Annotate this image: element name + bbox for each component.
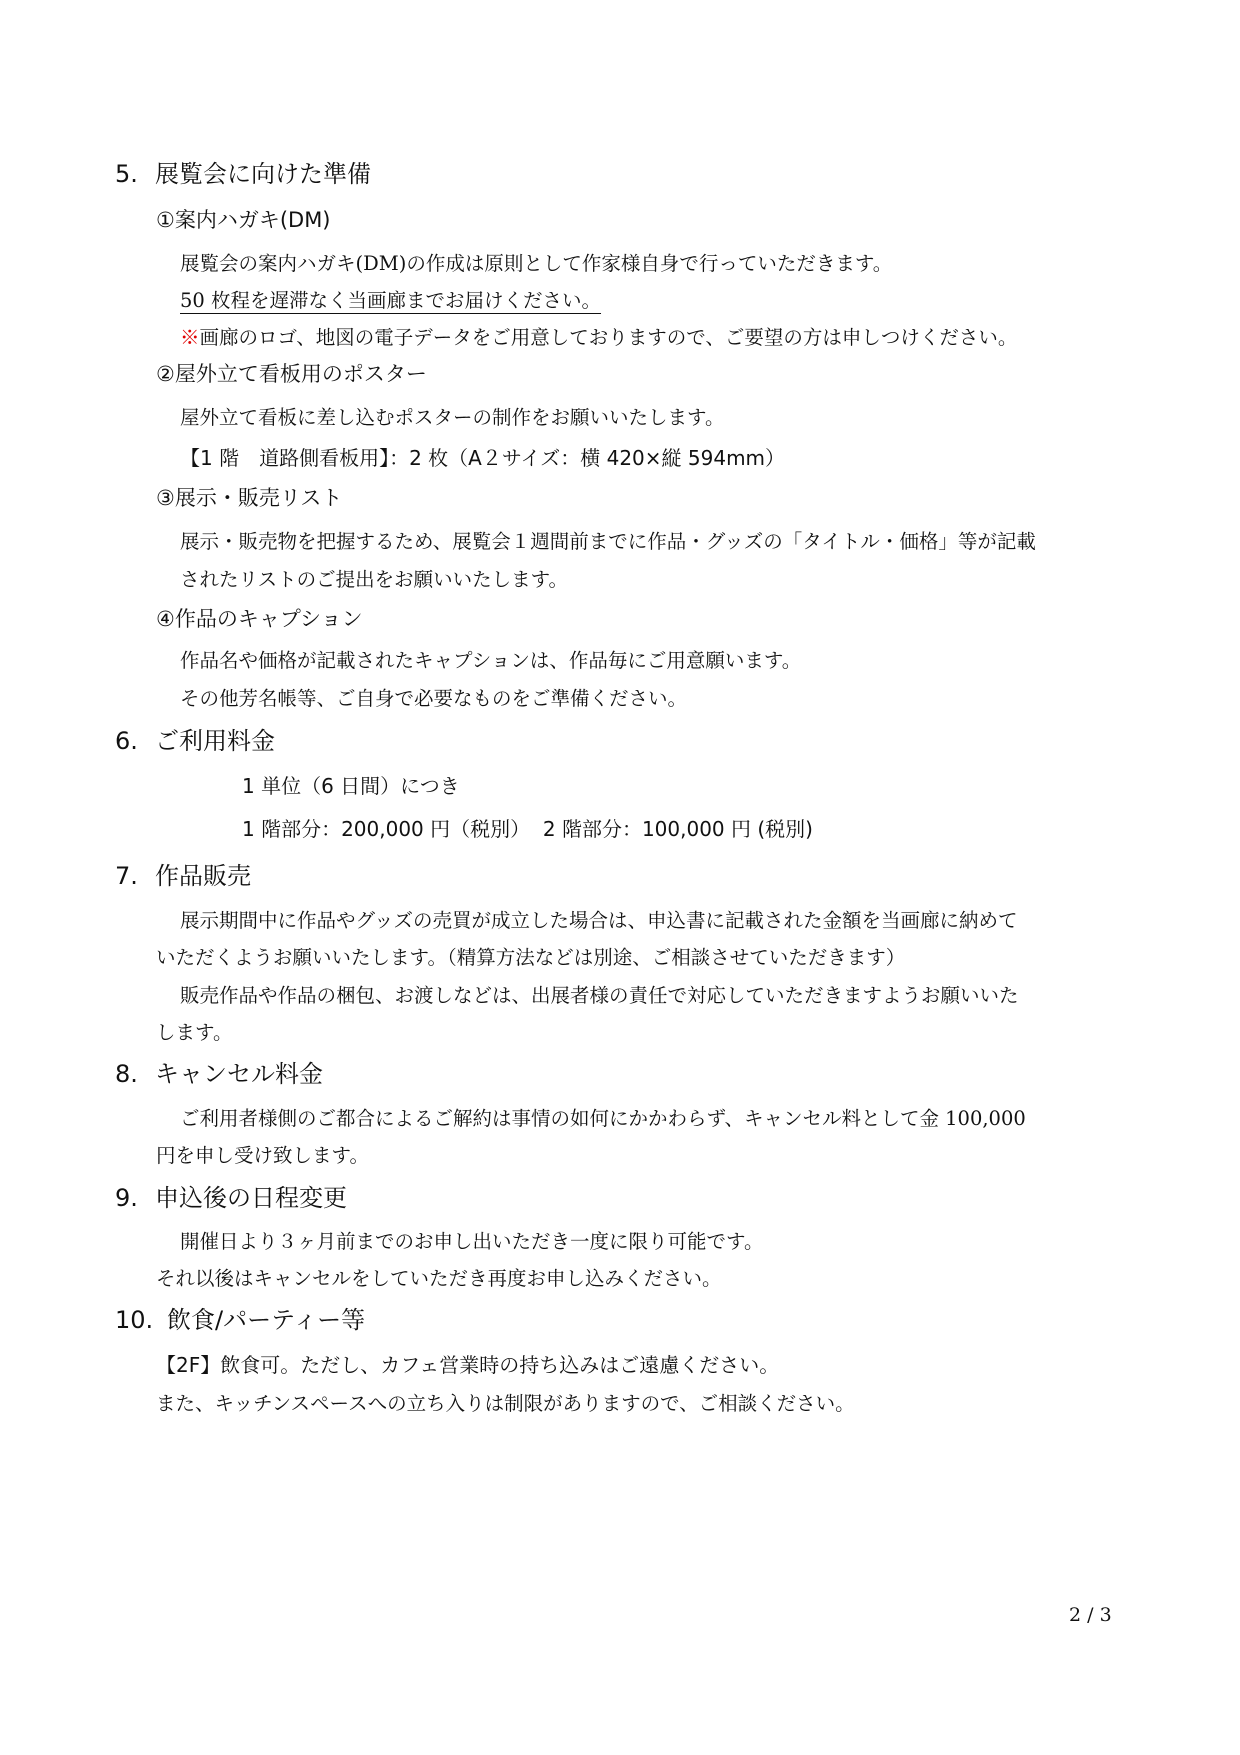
section-heading	[115, 729, 275, 753]
section-number: 9.	[115, 1184, 138, 1212]
section-title: 申込後の日程変更	[155, 1184, 347, 1212]
body-text: それ以後はキャンセルをしていただき再度お申し込みください。	[156, 1267, 722, 1290]
note-body: 画廊のロゴ、地図の電子データをご用意しておりますので、ご要望の方は申しつけください。	[199, 326, 1018, 349]
body-text: 作品名や価格が記載されたキャプションは、作品毎にご用意願います。	[180, 649, 802, 672]
fee-amounts: 1 階部分：200,000 円（税別） 2 階部分：100,000 円 (税別)	[242, 817, 813, 841]
fee-unit: 1 単位（6 日間）につき	[242, 774, 460, 798]
subsection-title: ④作品のキャプション	[156, 607, 363, 631]
body-text: 展示期間中に作品やグッズの売買が成立した場合は、申込書に記載された金額を当画廊に納めて	[180, 909, 1018, 932]
body-text-underlined: 50 枚程を遅滞なく当画廊までお届けください。	[180, 289, 602, 312]
section-title: 作品販売	[155, 862, 251, 890]
note-text	[180, 328, 1017, 348]
section-heading	[115, 1308, 365, 1332]
section-title: 展覧会に向けた準備	[155, 160, 371, 188]
note-mark: ※	[180, 326, 200, 349]
body-text: 開催日より３ヶ月前までのお申し出いただき一度に限り可能です。	[180, 1230, 764, 1253]
section-title: 飲食/パーティー等	[167, 1306, 366, 1334]
section-number: 8.	[115, 1060, 138, 1088]
body-text: 屋外立て看板に差し込むポスターの制作をお願いいたします。	[180, 406, 725, 429]
body-text: 展覧会の案内ハガキ(DM)の作成は原則として作家様自身で行っていただきます。	[180, 252, 893, 275]
section-number: 10.	[115, 1306, 154, 1334]
section-heading	[115, 864, 251, 888]
body-text: 円を申し受け致します。	[156, 1144, 369, 1167]
section-title: ご利用料金	[155, 727, 275, 755]
body-text: いただくようお願いいたします。（精算方法などは別途、ご相談させていただきます）	[156, 946, 906, 969]
body-text: 販売作品や作品の梱包、お渡しなどは、出展者様の責任で対応していただきますようお願いいた	[180, 984, 1019, 1007]
subsection-title: ②屋外立て看板用のポスター	[156, 362, 427, 386]
poster-spec: 【1 階 道路側看板用】：2 枚（A２サイズ：横 420×縦 594mm）	[180, 446, 786, 470]
section-number: 6.	[115, 727, 138, 755]
body-text: その他芳名帳等、ご自身で必要なものをご準備ください。	[180, 687, 688, 710]
section-number: 7.	[115, 862, 138, 890]
subsection-title: ③展示・販売リスト	[156, 486, 343, 510]
body-text: ご利用者様側のご都合によるご解約は事情の如何にかかわらず、キャンセル料として金 100,000	[180, 1107, 1026, 1130]
body-text: します。	[156, 1021, 233, 1044]
body-text: 展示・販売物を把握するため、展覧会１週間前までに作品・グッズの「タイトル・価格」等が記載	[180, 530, 1036, 553]
body-text: 【2F】飲食可。ただし、カフェ営業時の持ち込みはご遠慮ください。	[156, 1353, 780, 1377]
subsection-title: ①案内ハガキ(DM)	[156, 208, 331, 232]
body-text: また、キッチンスペースへの立ち入りは制限がありますので、ご相談ください。	[156, 1392, 855, 1415]
section-heading	[115, 1186, 347, 1210]
section-number: 5.	[115, 160, 138, 188]
section-title: キャンセル料金	[155, 1060, 323, 1088]
body-text: されたリストのご提出をお願いいたします。	[180, 568, 569, 591]
section-heading	[115, 162, 371, 186]
section-heading	[115, 1062, 323, 1086]
page-number: 2 / 3	[1069, 1604, 1112, 1626]
